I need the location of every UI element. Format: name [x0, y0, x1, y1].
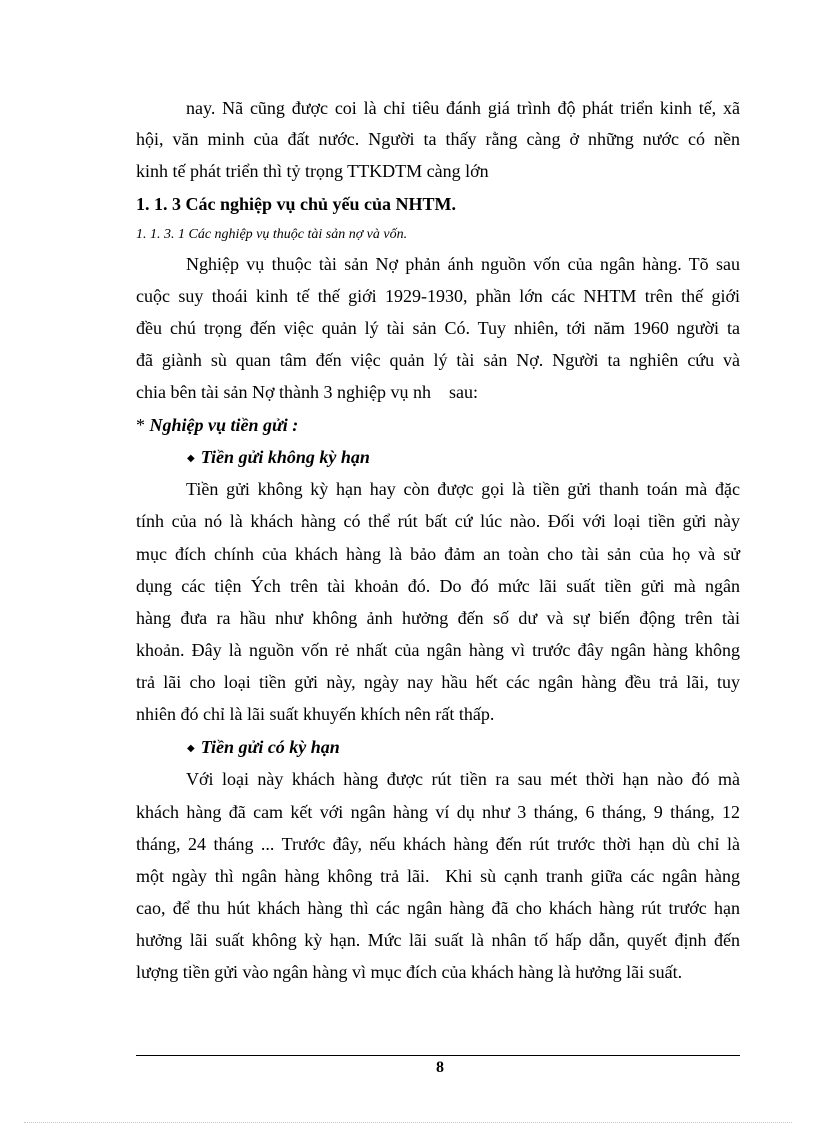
deposit-heading-text: Nghiệp vụ tiền gửi :: [149, 415, 299, 435]
paragraph-line: mục đích chính của khách hàng là bảo đảm an toàn cho tài sản của họ và sử: [136, 544, 740, 564]
paragraph-line: Tiền gửi không kỳ hạn hay còn được gọi là tiền gửi thanh toán mà đặc: [186, 479, 740, 499]
paragraph-line: trả lãi cho loại tiền gửi này, ngày nay hầu hết các ngân hàng đều trả lãi, tuy: [136, 672, 740, 692]
paragraph-line: nhiên đó chỉ là lãi suất khuyến khích nên rất thấp.: [136, 704, 495, 724]
paragraph-line: hàng đưa ra hầu như không ảnh hưởng đến số dư và sự biến động trên tài: [136, 608, 740, 628]
diamond-bullet-icon: ◆: [187, 743, 195, 754]
paragraph-line: khách hàng đã cam kết với ngân hàng ví dụ như 3 tháng, 6 tháng, 9 tháng, 12: [136, 802, 740, 822]
paragraph-line: dụng các tiện Ých trên tài khoản đó. Do đó mức lãi suất tiền gửi mà ngân: [136, 576, 740, 596]
paragraph-line: tháng, 24 tháng ... Trước đây, nếu khách hàng đến rút trước thời hạn dù chỉ là: [136, 834, 740, 854]
paragraph-line: chia bên tài sản Nợ thành 3 nghiệp vụ nh sau:: [136, 382, 478, 402]
paragraph-line: kinh tế phát triển thì tỷ trọng TTKDTM càng lớn: [136, 161, 489, 181]
paragraph-line: tính của nó là khách hàng có thể rút bất cứ lúc nào. Đối với loại tiền gửi này: [136, 511, 740, 531]
paragraph-line: hưởng lãi suất không kỳ hạn. Mức lãi suất là nhân tố hấp dẫn, quyết định đến: [136, 930, 740, 950]
paragraph-line: Với loại này khách hàng được rút tiền ra sau mét thời hạn nào đó mà: [186, 769, 740, 789]
asterisk-marker: *: [136, 415, 150, 435]
paragraph-line: đã giành sù quan tâm đến việc quản lý tài sản Nợ. Người ta nghiên cứu và: [136, 350, 740, 370]
paragraph-line: Nghiệp vụ thuộc tài sản Nợ phản ánh nguồn vốn của ngân hàng. Tõ sau: [186, 254, 740, 274]
paragraph-line: cuộc suy thoái kinh tế thế giới 1929-1930, phần lớn các NHTM trên thế giới: [136, 286, 740, 306]
footer-divider: [136, 1055, 740, 1056]
diamond-bullet-icon: ◆: [187, 453, 195, 464]
paragraph-line: đều chú trọng đến việc quản lý tài sản Có. Tuy nhiên, tới năm 1960 người ta: [136, 318, 740, 338]
bullet-item: [187, 446, 791, 472]
bullet-item-label: Tiền gửi có kỳ hạn: [200, 737, 340, 757]
page-number: 8: [436, 1059, 444, 1076]
section-heading: 1. 1. 3 Các nghiệp vụ chủ yếu của NHTM.: [136, 194, 457, 214]
paragraph-line: một ngày thì ngân hàng không trả lãi. Khi sù cạnh tranh giữa các ngân hàng: [136, 866, 740, 886]
paragraph-line: cao, để thu hút khách hàng thì các ngân hàng đã cho khách hàng rút trước hạn: [136, 898, 740, 918]
paragraph-line: lượng tiền gửi vào ngân hàng vì mục đích của khách hàng là hưởng lãi suất.: [136, 962, 683, 982]
bullet-item: [187, 736, 791, 762]
paragraph-line: hội, văn minh của đất nước. Người ta thấy rằng càng ở những nước có nền: [136, 129, 740, 149]
deposit-heading: [136, 414, 740, 436]
subsection-heading: 1. 1. 3. 1 Các nghiệp vụ thuộc tài sản nợ và vốn.: [136, 227, 408, 242]
paragraph-line: nay. Nã cũng được coi là chỉ tiêu đánh giá trình độ phát triển kinh tế, xã: [186, 98, 740, 118]
bullet-item-label: Tiền gửi không kỳ hạn: [200, 447, 370, 467]
paragraph-line: khoản. Đây là nguồn vốn rẻ nhất của ngân hàng vì trước đây ngân hàng không: [136, 640, 740, 660]
